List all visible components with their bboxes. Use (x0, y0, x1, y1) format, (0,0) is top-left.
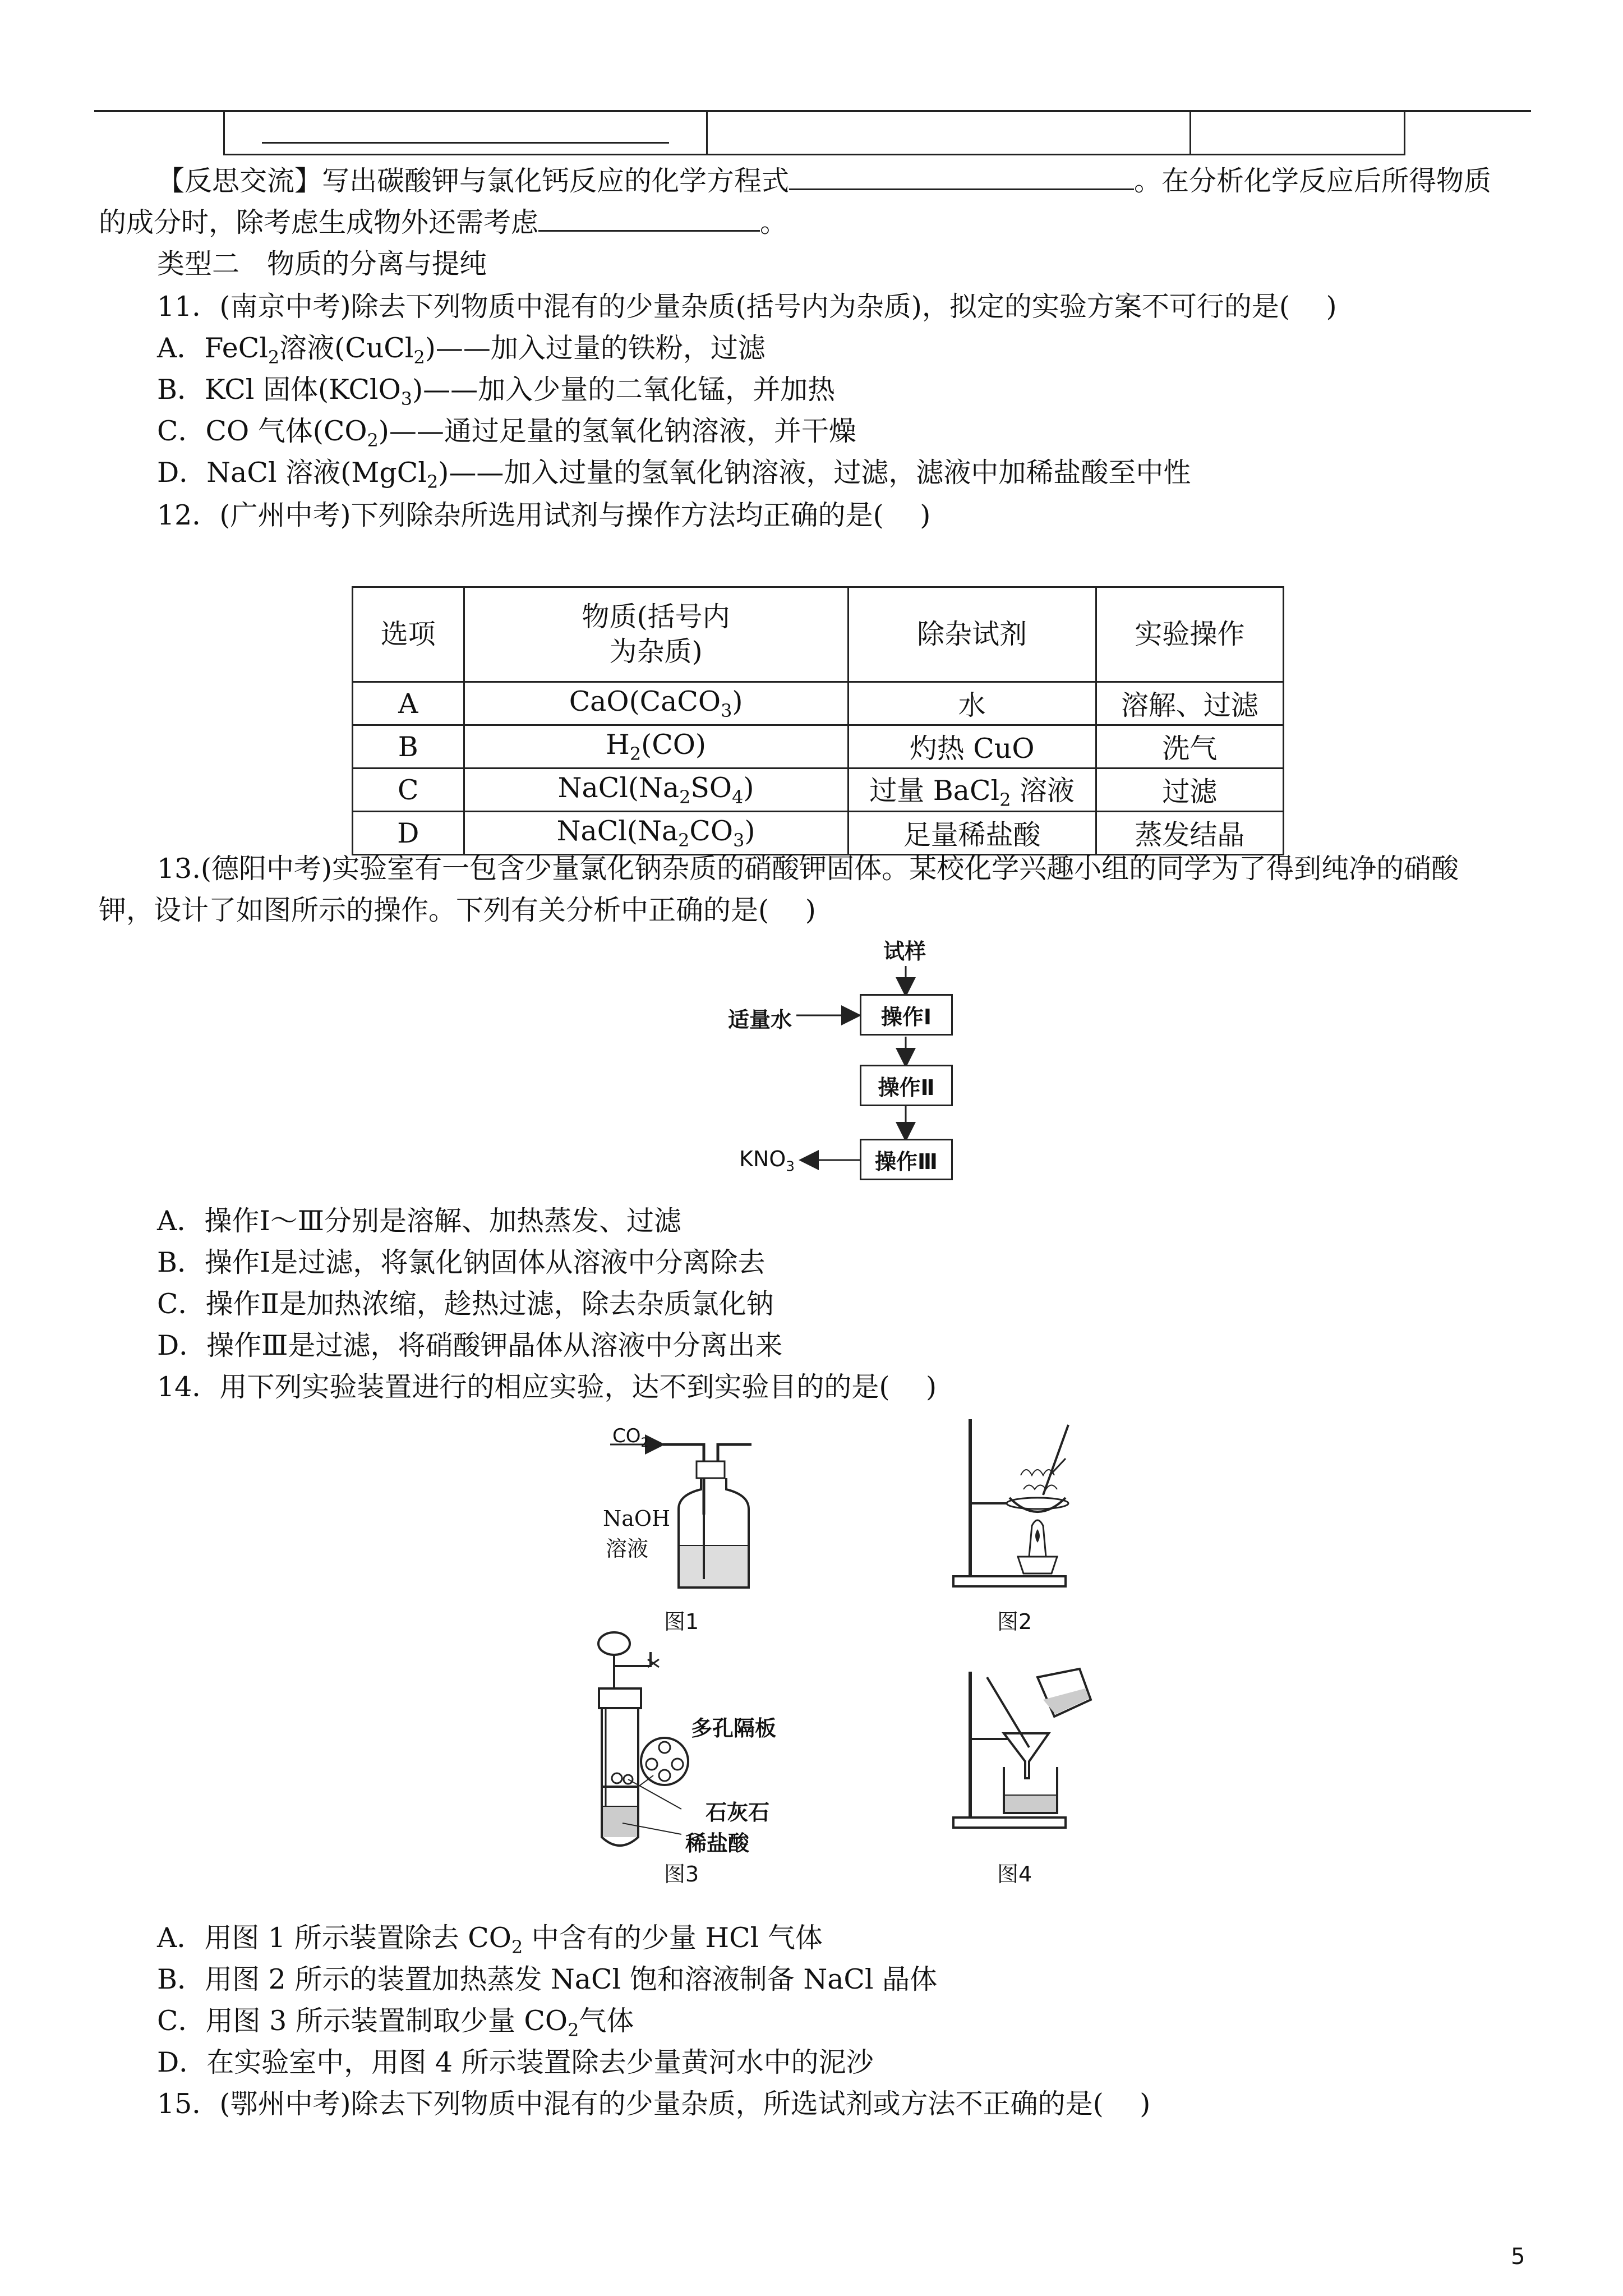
header-substance: 物质(括号内 为杂质) (464, 587, 848, 682)
section-title: 类型二 物质的分离与提纯 (157, 248, 487, 280)
q11-option-b: B．KCl 固体(KClO$_3$)——加入少量的二氧化锰，并加热 (157, 374, 836, 409)
previous-table-fragment (223, 111, 1405, 155)
q11-option-c: C．CO 气体$(CO_2)——$通过足量的氢氧化钠溶液，并干燥 (157, 415, 856, 451)
q14-option-b: B．用图 2 所示的装置加热蒸发 NaCl 饱和溶液制备 NaCl 晶体 (157, 1963, 938, 1995)
figure-1-caption: 图1 (664, 1609, 699, 1634)
flow-sample-label: 试样 (883, 939, 926, 964)
header-option: 选项 (353, 587, 464, 682)
answer-blank (789, 163, 1134, 190)
q11-option-d: D．NaCl 溶液(MgCl$_2$)——加入过量的氢氧化钠溶液，过滤，滤液中加稀盐酸至中性 (157, 457, 1191, 493)
question-11-stem: 11．(南京中考)除去下列物质中混有的少量杂质(括号内为杂质)，拟定的实验方案不可行的是( ) (157, 291, 1337, 323)
fig1-gas-label: $CO_2$ (612, 1425, 649, 1450)
q13-option-d: D．操作Ⅲ是过滤，将硝酸钾晶体从溶液中分离出来 (157, 1329, 783, 1361)
fig1-reagent-label-1: NaOH (603, 1506, 671, 1531)
figure-2-caption: 图2 (997, 1609, 1032, 1634)
reflection-line-2: 的成分时，除考虑生成物外还需考虑 。 (99, 203, 787, 242)
q13-option-a: A．操作Ⅰ～Ⅲ分别是溶解、加热蒸发、过滤 (157, 1205, 681, 1237)
flow-product-label: $KNO_3$ (739, 1147, 795, 1175)
fig3-label-limestone: 石灰石 (706, 1800, 770, 1825)
q14-option-d: D．在实验室中，用图 4 所示装置除去少量黄河水中的泥沙 (157, 2046, 874, 2078)
fig3-label-acid: 稀盐酸 (685, 1831, 750, 1856)
table-divider (706, 111, 708, 155)
figure-3-caption: 图3 (664, 1862, 699, 1887)
question-13-stem-line-2: 钾，设计了如图所示的操作。下列有关分析中正确的是( ) (99, 894, 816, 926)
answer-blank (262, 142, 669, 144)
table-row: A CaO(CaCO$_3$) 水 溶解、过滤 (353, 682, 1284, 725)
table-header-row (353, 587, 1284, 682)
q11-option-a: A．FeCl$_2$溶液(CuCl$_2$)——加入过量的铁粉，过滤 (157, 332, 766, 368)
q12-table (352, 586, 1284, 855)
q14-option-a: A．用图 1 所示装置除去 $CO_2$ 中含有的少量 HCl 气体 (157, 1922, 823, 1958)
question-12-stem: 12．(广州中考)下列除杂所选用试剂与操作方法均正确的是( ) (157, 499, 931, 531)
reflection-label: 【反思交流】 (157, 165, 322, 197)
flow-water-label: 适量水 (728, 1007, 792, 1032)
page-number: 5 (1511, 2244, 1525, 2270)
question-14-stem: 14．用下列实验装置进行的相应实验，达不到实验目的的是( ) (157, 1371, 937, 1403)
table-divider (1189, 111, 1191, 155)
question-13-stem-line-1: 13.(德阳中考)实验室有一包含少量氯化钠杂质的硝酸钾固体。某校化学兴趣小组的同学为了得到纯净的硝酸 (157, 853, 1459, 885)
q13-option-b: B．操作Ⅰ是过滤，将氯化钠固体从溶液中分离除去 (157, 1246, 766, 1278)
fig3-label-porous-plate: 多孔隔板 (691, 1716, 777, 1741)
figure-2-evaporation (948, 1414, 1094, 1593)
flow-step-3: 操作Ⅲ (860, 1139, 953, 1180)
header-operation: 实验操作 (1096, 587, 1283, 682)
table-row: D $NaCl(Na_2CO_3)$ 足量稀盐酸 蒸发结晶 (353, 812, 1284, 855)
table-row: B $H_2(CO)$ 灼热 CuO 洗气 (353, 725, 1284, 769)
q14-option-c: C．用图 3 所示装置制取少量 $CO_2$气体 (157, 2005, 634, 2041)
reflection-line-1: 【反思交流】写出碳酸钾与氯化钙反应的化学方程式 。在分析化学反应后所得物质 (157, 162, 1491, 201)
answer-blank (538, 204, 760, 232)
flow-step-1: 操作Ⅰ (860, 994, 953, 1036)
q13-option-c: C．操作Ⅱ是加热浓缩，趁热过滤，除去杂质氯化钠 (157, 1288, 774, 1320)
figure-4-filtration (948, 1666, 1110, 1840)
table-row: C $NaCl(Na_2SO_4)$ 过量 BaCl$_2$ 溶液 过滤 (353, 769, 1284, 812)
header-reagent: 除杂试剂 (848, 587, 1096, 682)
fig1-reagent-label-2: 溶液 (606, 1536, 649, 1561)
figure-4-caption: 图4 (997, 1862, 1032, 1887)
flow-step-2: 操作Ⅱ (860, 1065, 953, 1106)
question-15-stem: 15．(鄂州中考)除去下列物质中混有的少量杂质，所选试剂或方法不正确的是( ) (157, 2088, 1151, 2120)
